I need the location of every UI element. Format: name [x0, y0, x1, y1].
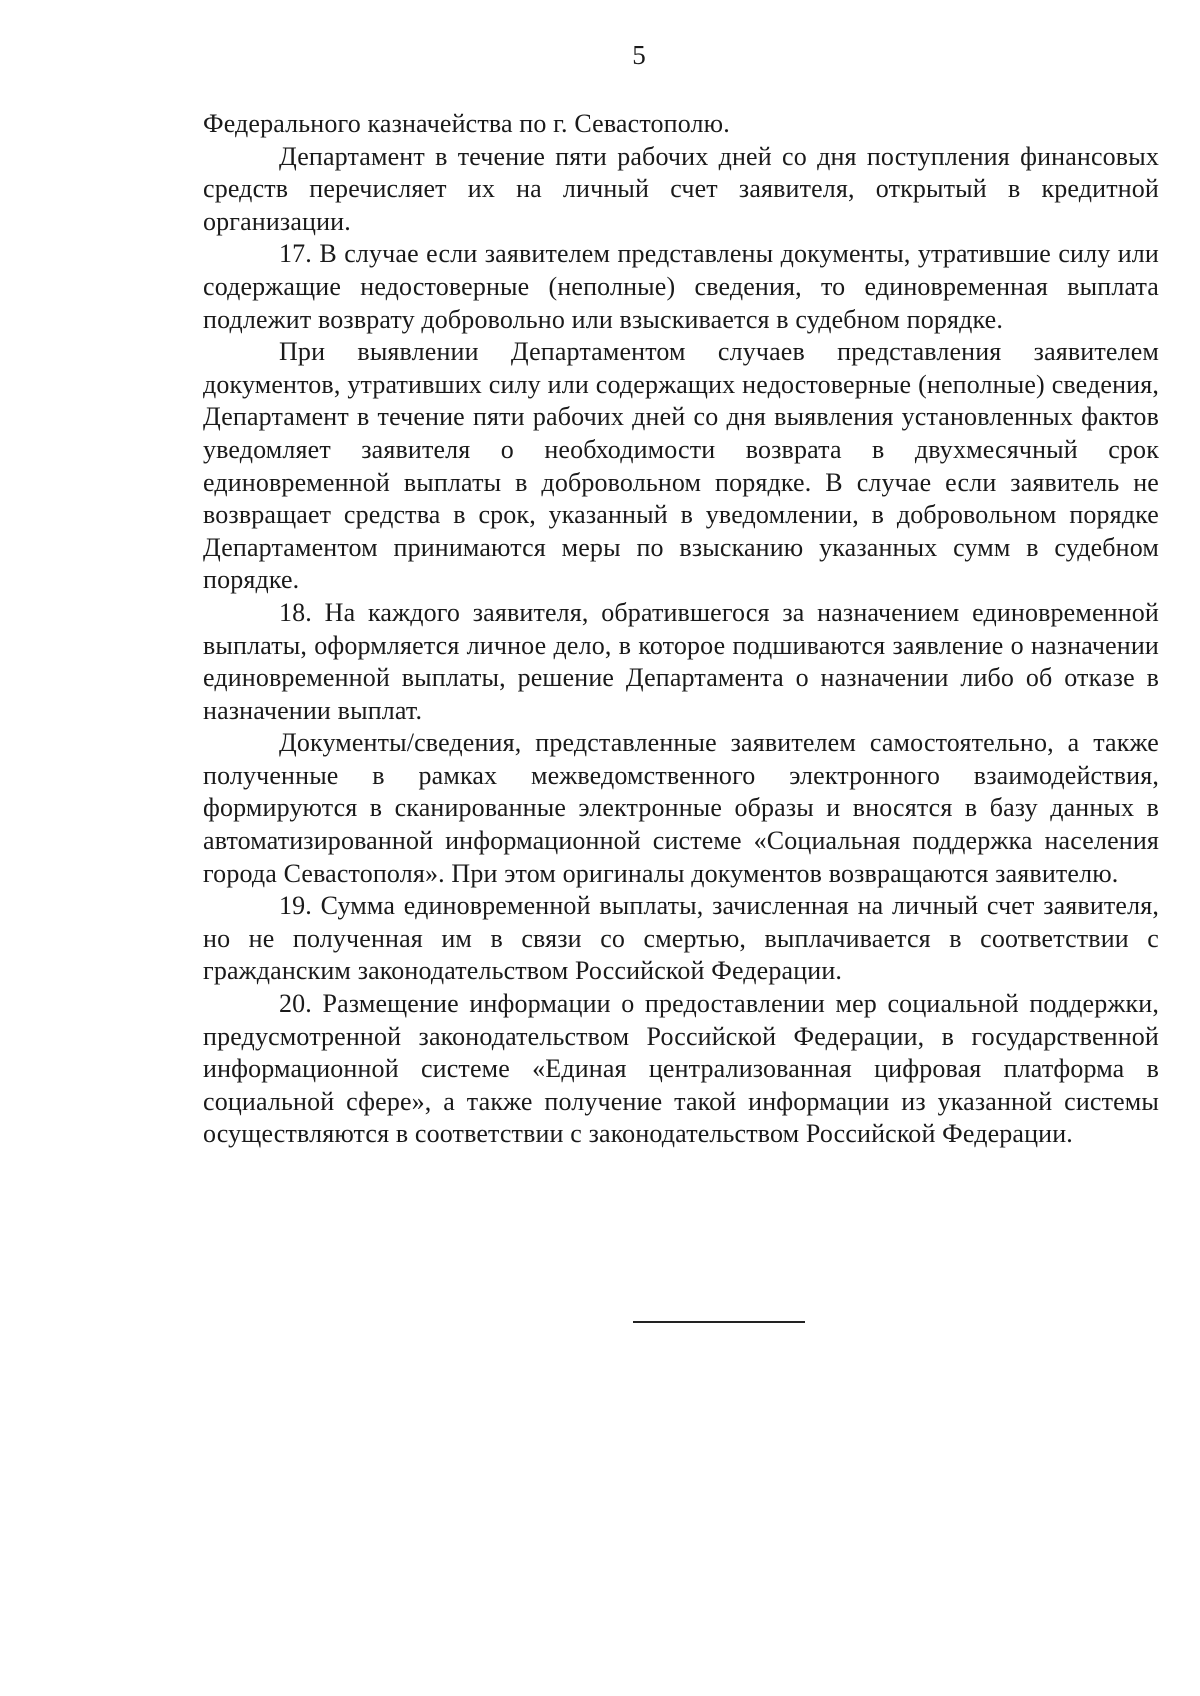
- page-number: 5: [632, 40, 646, 70]
- paragraph-department-transfer: Департамент в течение пяти рабочих дней со дня поступления финансовых средств перечисляет их на личный счет заявителя, открытый в кредитной организации.: [203, 141, 1159, 236]
- paragraph-clause-20: 20. Размещение информации о предоставлении мер социальной поддержки, предусмотренной законодательством Российской Федерации, в государственной информационной системе «Единая централизованная цифровая платформа в социальной сфере», а также получение такой информации из указанной системы осуществляются в соответствии с законодательством Российской Федерации.: [203, 989, 1159, 1149]
- paragraph-clause-18: 18. На каждого заявителя, обратившегося за назначением единовременной выплаты, оформляется личное дело, в которое подшиваются заявление о назначении единовременной выплаты, решение Департамента о назначении либо об отказе в назначении выплат.: [203, 597, 1159, 725]
- paragraph-continuation: Федерального казначейства по г. Севастополю.: [203, 109, 730, 138]
- paragraph-clause-19: 19. Сумма единовременной выплаты, зачисленная на личный счет заявителя, но не полученная им в связи со смертью, выплачивается в соответствии с гражданским законодательством Российской Федерации.: [203, 891, 1159, 986]
- end-of-document-rule: [633, 1321, 805, 1323]
- paragraph-clause-18-documents: Документы/сведения, представленные заявителем самостоятельно, а также полученные в рамках межведомственного электронного взаимодействия, формируются в сканированные электронные образы и вносятся в базу данных в автоматизированной информационной системе «Социальная поддержка населения города Севастополя». При этом оригиналы документов возвращаются заявителю.: [203, 728, 1159, 888]
- paragraph-clause-17-detection: При выявлении Департаментом случаев представления заявителем документов, утративших силу или содержащих недостоверные (неполные) сведения, Департамент в течение пяти рабочих дней со дня выявления установленных фактов уведомляет заявителя о необходимости возврата в двухмесячный срок единовременной выплаты в добровольном порядке. В случае если заявитель не возвращает средства в срок, указанный в уведомлении, в добровольном порядке Департаментом принимаются меры по взысканию указанных сумм в судебном порядке.: [203, 337, 1159, 595]
- paragraph-clause-17: 17. В случае если заявителем представлены документы, утратившие силу или содержащие недостоверные (неполные) сведения, то единовременная выплата подлежит возврату добровольно или взыскивается в судебном порядке.: [203, 239, 1159, 334]
- document-body: [203, 108, 1159, 1151]
